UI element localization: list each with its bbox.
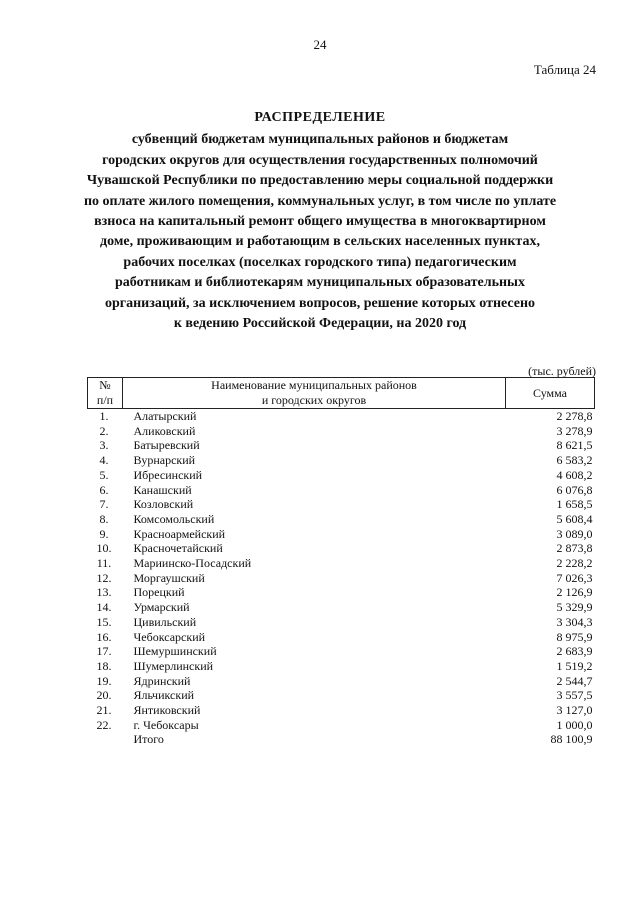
row-number: 1. bbox=[99, 409, 109, 423]
row-name: Ядринский bbox=[133, 673, 191, 688]
row-number: 13. bbox=[96, 585, 112, 600]
row-number: 7. bbox=[99, 497, 109, 512]
row-sum: 3 557,5 bbox=[556, 688, 593, 703]
table-header-row bbox=[88, 378, 595, 409]
table-row bbox=[88, 688, 595, 703]
row-number: 16. bbox=[96, 629, 112, 644]
row-sum: 3 127,0 bbox=[556, 703, 593, 718]
row-sum: 1 000,0 bbox=[556, 717, 593, 732]
title-line: организаций, за исключением вопросов, решение которых отнесено bbox=[104, 295, 536, 311]
row-sum: 2 228,2 bbox=[556, 556, 593, 571]
row-name: Комсомольский bbox=[133, 511, 215, 526]
row-number: 15. bbox=[96, 614, 112, 629]
row-name: г. Чебоксары bbox=[133, 717, 199, 732]
table-row bbox=[88, 630, 595, 645]
row-sum: 4 608,2 bbox=[556, 467, 593, 482]
total-row bbox=[88, 732, 595, 747]
header-name-line1: Наименование муниципальных районов bbox=[211, 378, 417, 393]
table-row bbox=[88, 718, 595, 733]
table-row bbox=[88, 527, 595, 542]
row-name: Аликовский bbox=[133, 423, 196, 438]
row-name: Урмарский bbox=[133, 600, 190, 615]
row-name: Красночетайский bbox=[133, 541, 223, 556]
table-row bbox=[88, 424, 595, 439]
row-name: Шумерлинский bbox=[133, 658, 214, 673]
row-number: 17. bbox=[96, 644, 112, 659]
table-row bbox=[88, 483, 595, 498]
row-number: 14. bbox=[96, 600, 112, 615]
table-row bbox=[88, 438, 595, 453]
header-name-line2: и городских округов bbox=[261, 393, 367, 407]
total-number bbox=[88, 732, 123, 747]
header-number-line2: п/п bbox=[96, 393, 114, 407]
row-sum: 2 873,8 bbox=[556, 541, 593, 556]
header-number-line1: № bbox=[99, 378, 111, 393]
row-sum: 3 304,3 bbox=[556, 614, 593, 629]
row-name: Шемуршинский bbox=[133, 644, 217, 659]
row-name: Порецкий bbox=[133, 585, 185, 600]
table-label: Таблица 24 bbox=[533, 62, 596, 77]
title-line: рабочих поселках (поселках городского типа) педагогическим bbox=[123, 254, 517, 270]
row-number: 18. bbox=[96, 658, 112, 673]
title-line: Чувашской Республики по предоставлению меры социальной поддержки bbox=[86, 173, 554, 189]
title-line: доме, проживающим и работающим в сельских населенных пунктах, bbox=[100, 234, 540, 250]
table-row bbox=[88, 659, 595, 674]
header-name bbox=[123, 378, 506, 409]
title-line: работникам и библиотекарям муниципальных образовательных bbox=[115, 275, 525, 291]
title-line: к ведению Российской Федерации, на 2020 год bbox=[173, 316, 467, 332]
header-number bbox=[88, 378, 123, 409]
row-sum: 8 975,9 bbox=[556, 629, 593, 644]
row-name: Козловский bbox=[133, 497, 194, 512]
table-row bbox=[88, 571, 595, 586]
table-row bbox=[88, 644, 595, 659]
row-number: 21. bbox=[96, 703, 112, 718]
total-sum: 88 100,9 bbox=[550, 732, 593, 747]
row-sum: 2 126,9 bbox=[556, 585, 593, 600]
table-row bbox=[88, 600, 595, 615]
row-number: 11. bbox=[96, 556, 112, 571]
row-number: 20. bbox=[96, 688, 112, 703]
row-sum: 3 278,9 bbox=[556, 423, 593, 438]
row-sum: 8 621,5 bbox=[556, 438, 593, 453]
document-title bbox=[80, 108, 560, 334]
row-name: Яльчикский bbox=[133, 688, 195, 703]
row-sum: 1 519,2 bbox=[556, 658, 593, 673]
row-name: Мариинско-Посадский bbox=[133, 556, 252, 571]
row-sum: 2 683,9 bbox=[556, 644, 593, 659]
row-sum: 3 089,0 bbox=[556, 526, 593, 541]
row-number: 3. bbox=[99, 438, 109, 453]
table-row bbox=[88, 497, 595, 512]
row-number: 22. bbox=[96, 717, 112, 732]
table-row bbox=[88, 703, 595, 718]
row-name: Батыревский bbox=[133, 438, 200, 453]
row-name: Янтиковский bbox=[133, 703, 201, 718]
table-row bbox=[88, 674, 595, 689]
row-sum: 1 658,5 bbox=[556, 497, 593, 512]
row-name: Чебоксарский bbox=[133, 629, 206, 644]
table-row bbox=[88, 512, 595, 527]
row-name: Ибресинский bbox=[133, 467, 203, 482]
title-line: городских округов для осуществления государственных полномочий bbox=[102, 152, 538, 168]
row-name: Цивильский bbox=[133, 614, 197, 629]
title-line: субвенций бюджетам муниципальных районов и бюджетам bbox=[131, 132, 509, 148]
row-sum: 6 076,8 bbox=[556, 482, 593, 497]
row-number: 8. bbox=[99, 511, 109, 526]
table-row bbox=[88, 585, 595, 600]
row-name: Вурнарский bbox=[133, 453, 196, 468]
page-number: 24 bbox=[313, 37, 327, 52]
title-line: по оплате жилого помещения, коммунальных услуг, в том числе по уплате bbox=[83, 193, 557, 209]
row-sum: 5 329,9 bbox=[556, 600, 593, 615]
row-sum: 2 544,7 bbox=[556, 673, 593, 688]
table-row bbox=[88, 541, 595, 556]
row-sum: 5 608,4 bbox=[556, 511, 593, 526]
table-row bbox=[88, 409, 595, 424]
row-number: 12. bbox=[96, 570, 112, 585]
row-number: 5. bbox=[99, 467, 109, 482]
row-name: Алатырский bbox=[133, 409, 197, 423]
units-label: (тыс. рублей) bbox=[528, 364, 596, 378]
table-row bbox=[88, 615, 595, 630]
table-row bbox=[88, 556, 595, 571]
row-sum: 6 583,2 bbox=[556, 453, 593, 468]
header-sum: Сумма bbox=[506, 378, 595, 409]
table-row bbox=[88, 453, 595, 468]
row-number: 19. bbox=[96, 673, 112, 688]
row-name: Моргаушский bbox=[133, 570, 205, 585]
table-body bbox=[88, 409, 595, 748]
row-number: 6. bbox=[99, 482, 109, 497]
title-main: РАСПРЕДЕЛЕНИЕ bbox=[254, 110, 386, 125]
row-number: 4. bbox=[99, 453, 109, 468]
row-number: 2. bbox=[99, 423, 109, 438]
row-number: 9. bbox=[99, 526, 109, 541]
distribution-table bbox=[87, 377, 595, 747]
table-row bbox=[88, 468, 595, 483]
total-label: Итого bbox=[133, 732, 164, 747]
row-sum: 7 026,3 bbox=[556, 570, 593, 585]
row-number: 10. bbox=[96, 541, 112, 556]
row-sum: 2 278,8 bbox=[556, 409, 593, 423]
title-line: взноса на капитальный ремонт общего имущества в многоквартирном bbox=[94, 214, 546, 230]
row-name: Красноармейский bbox=[133, 526, 226, 541]
row-name: Канашский bbox=[133, 482, 192, 497]
